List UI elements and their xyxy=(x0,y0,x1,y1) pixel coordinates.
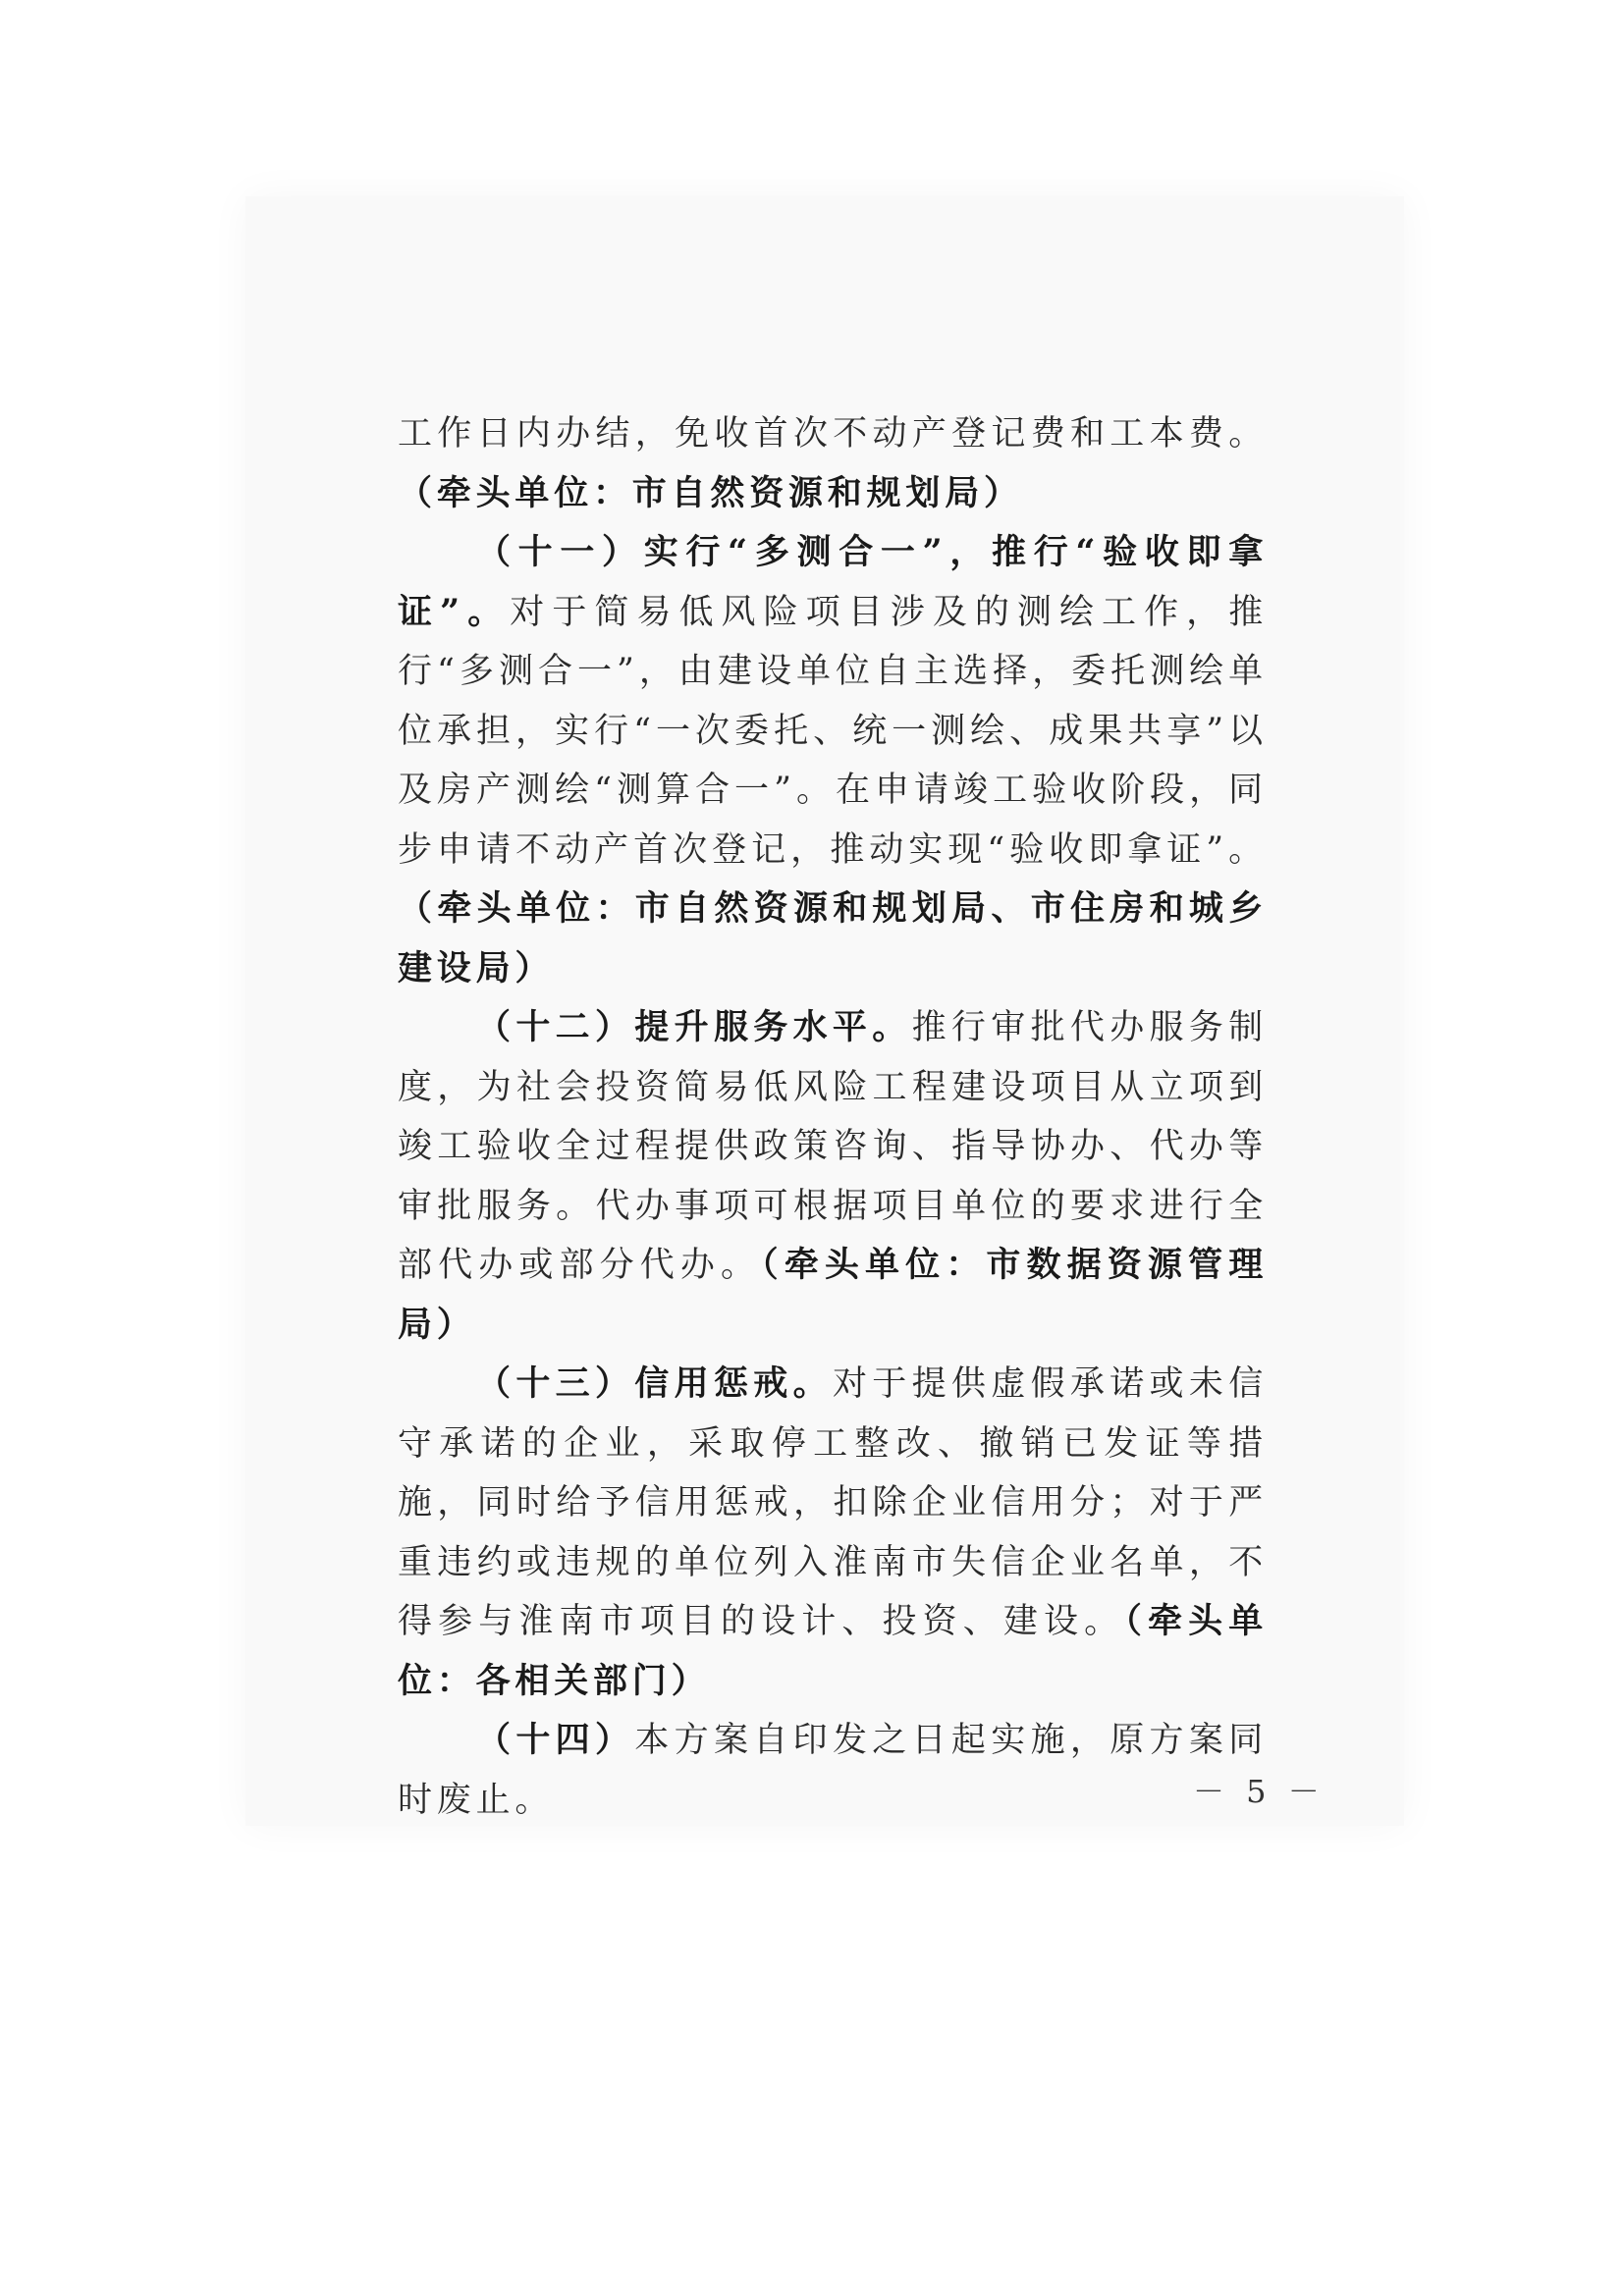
paragraph-item-11 xyxy=(398,523,1268,998)
text-run: 对于简易低风险项目涉及的测绘工作，推行“多测合一”，由建设单位自主选择，委托测绘单位承担，实行“一次委托、统一测绘、成果共享”以及房产测绘“测算合一”。在申请竣工验收阶段，同步申请不动产首次登记，推动实现“验收即拿证”。 xyxy=(398,592,1268,870)
text-run: 工作日内办结，免收首次不动产登记费和工本费。 xyxy=(398,414,1268,454)
page-number: － 5 － xyxy=(1193,1773,1326,1810)
text-run: 本方案自印发之日起实施，原方案同时废止。 xyxy=(398,1721,1268,1820)
text-run: 推行审批代办服务制度，为社会投资简易低风险工程建设项目从立项到竣工验收全过程提供政策咨询、指导协办、代办等审批服务。代办事项可根据项目单位的要求进行全部代办或部分代办。 xyxy=(398,1008,1268,1285)
item-heading: （十一）实行“多测合一”，推行“验收即拿证”。 xyxy=(398,532,1268,632)
paragraph-continuation xyxy=(398,404,1268,523)
lead-unit-note: （牵头单位：市自然资源和规划局） xyxy=(398,472,1023,513)
paragraph-item-12 xyxy=(398,998,1268,1355)
item-heading: （十四） xyxy=(476,1720,635,1760)
item-heading: （十三）信用惩戒。 xyxy=(476,1363,833,1404)
paragraph-item-14 xyxy=(398,1711,1268,1830)
text-run: 对于提供虚假承诺或未信守承诺的企业，采取停工整改、撤销已发证等措施，同时给予信用惩戒，扣除企业信用分；对于严重违约或违规的单位列入淮南市失信企业名单，不得参与淮南市项目的设计、投资、建设。 xyxy=(398,1364,1268,1641)
lead-unit-note: （牵头单位：各相关部门） xyxy=(398,1601,1268,1701)
lead-unit-note: （牵头单位：市数据资源管理局） xyxy=(398,1245,1268,1345)
lead-unit-note: （牵头单位：市自然资源和规划局、市住房和城乡建设局） xyxy=(398,888,1268,988)
paragraph-item-13 xyxy=(398,1355,1268,1711)
item-heading: （十二）提升服务水平。 xyxy=(476,1007,912,1047)
document-body xyxy=(398,404,1268,1830)
